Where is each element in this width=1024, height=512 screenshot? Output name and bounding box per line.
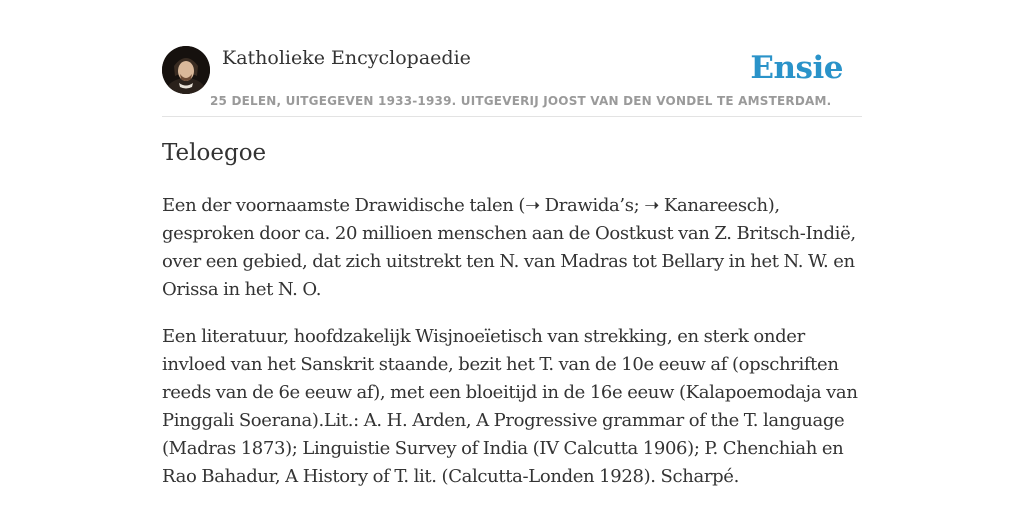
brand-logo-link[interactable]: Ensie — [750, 50, 843, 86]
source-header — [162, 44, 862, 117]
article-paragraph-1: Een der voornaamste Drawidische talen (➝ Drawida’s; ➝ Kanareesch), gesproken door ca. 20 millioen menschen aan de Oostkust van Z. Britsch-Indië, over een gebied, dat zich uitstrekt ten N. van Madras tot Bellary in het N. W. en Orissa in het N. O. — [162, 195, 856, 300]
source-title[interactable]: Katholieke Encyclopaedie — [222, 47, 471, 69]
entry-title: Teloegoe — [162, 140, 267, 166]
source-subtitle: 25 DELEN, UITGEGEVEN 1933-1939. UITGEVERIJ JOOST VAN DEN VONDEL TE AMSTERDAM. — [210, 94, 832, 108]
portrait-icon — [162, 46, 210, 94]
portrait-avatar[interactable] — [162, 46, 210, 94]
article-paragraph-2: Een literatuur, hoofdzakelijk Wisjnoeïetisch van strekking, en sterk onder invloed van het Sanskrit staande, bezit het T. van de 10e eeuw af (opschriften reeds van de 6e eeuw af), met een bloeitijd in de 16e eeuw (Kalapoemodaja van Pinggali Soerana).Lit.: A. H. Arden, A Progressive grammar of the T. language (Madras 1873); Linguistie Survey of India (IV Calcutta 1906); P. Chenchiah en Rao Bahadur, A History of T. lit. (Calcutta-Londen 1928). Scharpé. — [162, 326, 858, 487]
